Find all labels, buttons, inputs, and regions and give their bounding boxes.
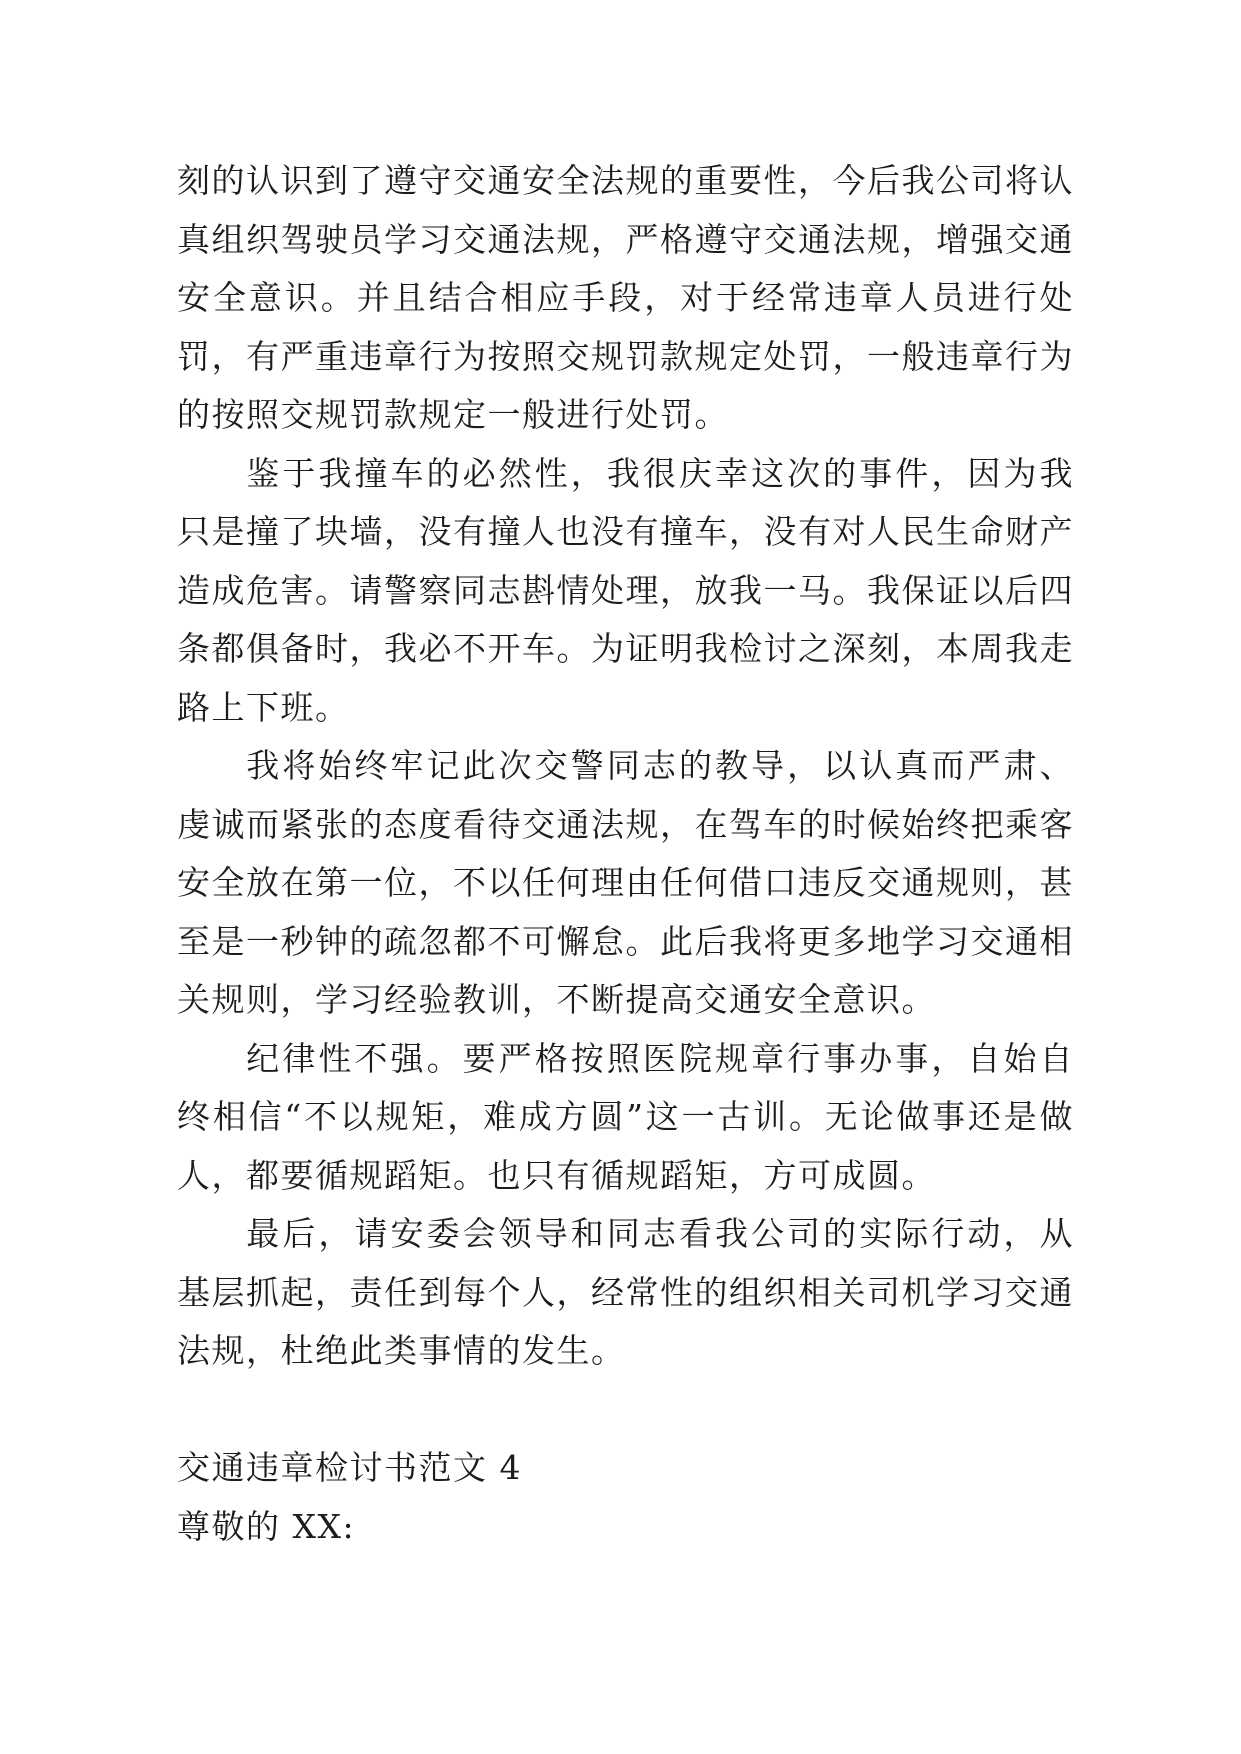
body-paragraph: 我将始终牢记此次交警同志的教导，以认真而严肃、虔诚而紧张的态度看待交通法规，在驾车的时候始终把乘客安全放在第一位，不以任何理由任何借口违反交通规则，甚至是一秒钟的疏忽都不可懈怠。此后我将更多地学习交通相关规则，学习经验教训，不断提高交通安全意识。 xyxy=(177,746,1074,1019)
section-heading: 交通违章检讨书范文 4 xyxy=(177,1448,522,1487)
salutation: 尊敬的 XX: xyxy=(177,1506,356,1546)
body-paragraph: 纪律性不强。要严格按照医院规章行事办事，自始自终相信“不以规矩，难成方圆”这一古训。无论做事还是做人，都要循规蹈矩。也只有循规蹈矩，方可成圆。 xyxy=(177,1038,1074,1195)
body-paragraph: 鉴于我撞车的必然性，我很庆幸这次的事件，因为我只是撞了块墙，没有撞人也没有撞车，没有对人民生命财产造成危害。请警察同志斟情处理，放我一马。我保证以后四条都俱备时，我必不开车。为证明我检讨之深刻，本周我走路上下班。 xyxy=(177,453,1074,727)
body-paragraph: 最后，请安委会领导和同志看我公司的实际行动，从基层抓起，责任到每个人，经常性的组织相关司机学习交通法规，杜绝此类事情的发生。 xyxy=(177,1214,1074,1370)
body-paragraph: 刻的认识到了遵守交通安全法规的重要性，今后我公司将认真组织驾驶员学习交通法规，严格遵守交通法规，增强交通安全意识。并且结合相应手段，对于经常违章人员进行处罚，有严重违章行为按照交规罚款规定处罚，一般违章行为的按照交规罚款规定一般进行处罚。 xyxy=(177,161,1074,434)
document-body xyxy=(177,152,1074,1556)
